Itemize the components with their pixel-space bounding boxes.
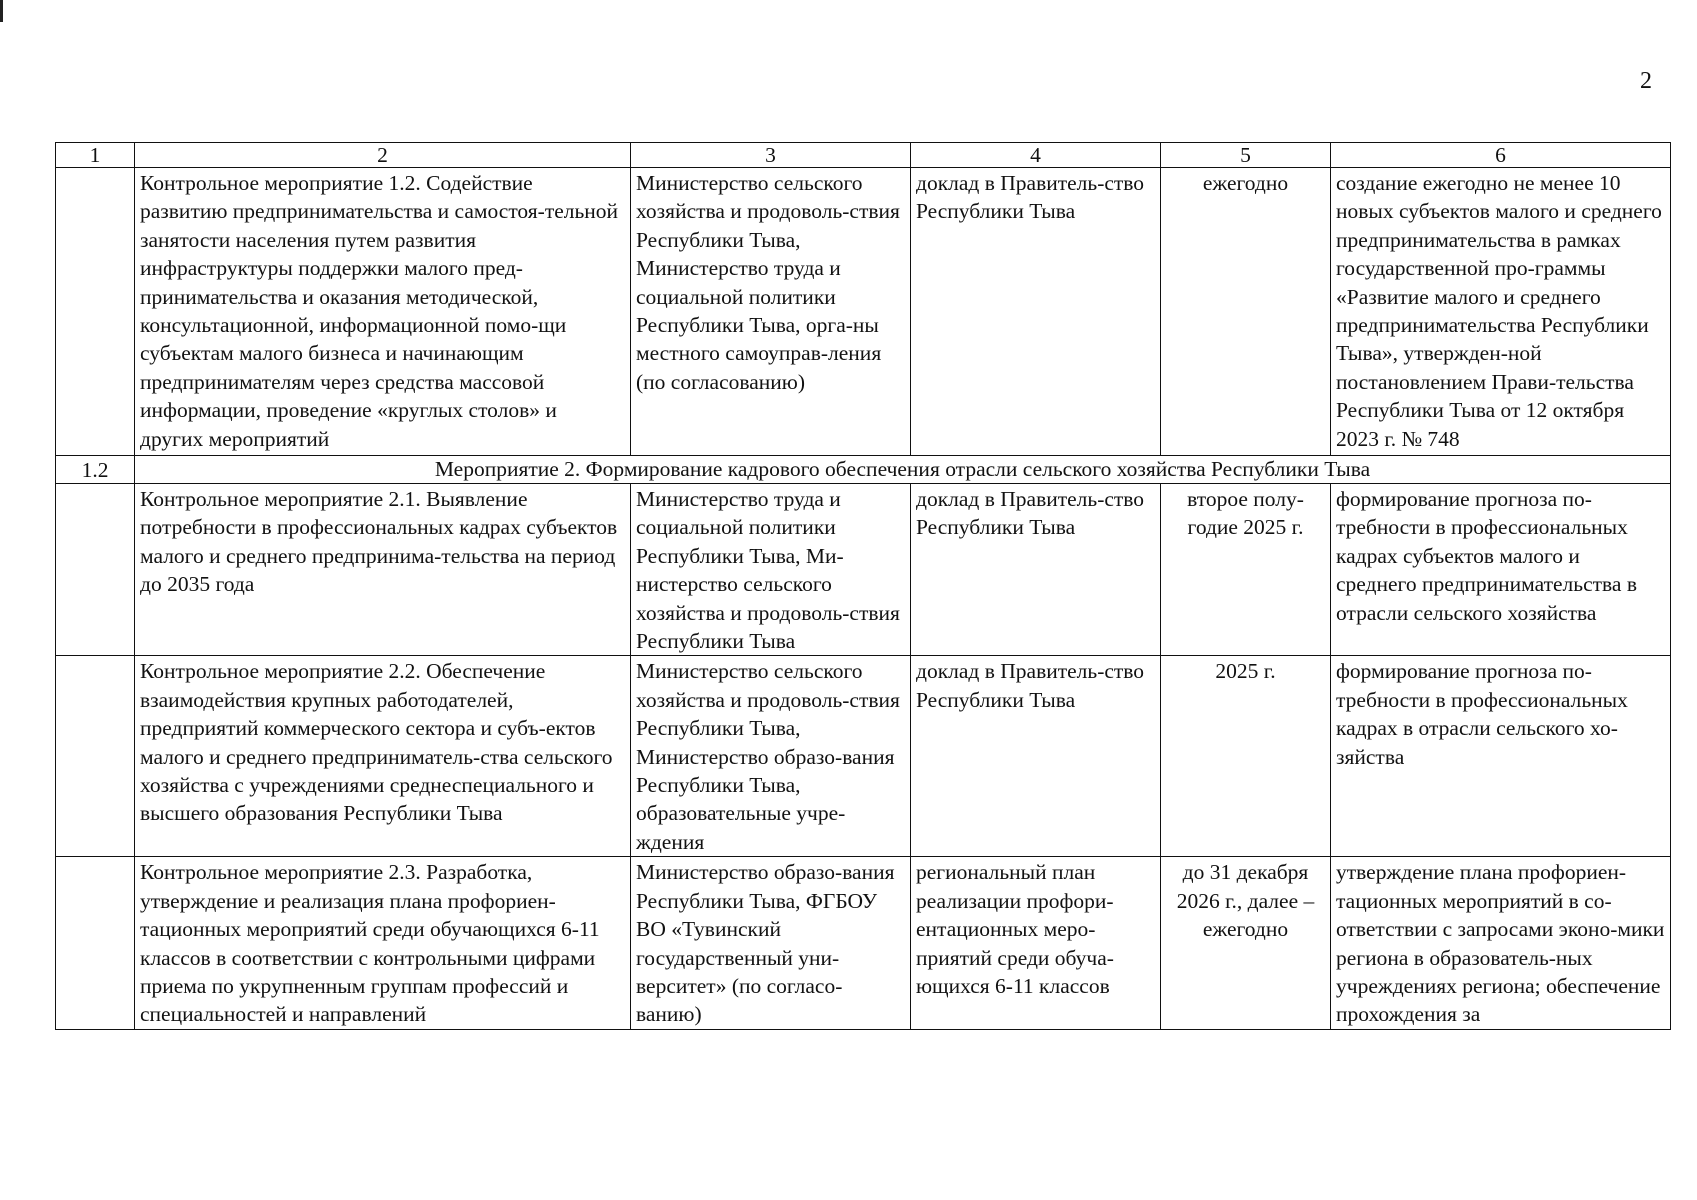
- expected-result-cell: утверждение плана профориен-тационных мероприятий в со-ответствии с запросами эконо-мики региона в образователь-ных учреждениях региона; обеспечение прохождения за: [1331, 857, 1671, 1029]
- expected-result-cell: создание ежегодно не менее 10 новых субъектов малого и среднего предпринимательства в рамках государственной про-граммы «Развитие малого и среднего предпринимательства Республики Тыва», утвержден-ной постановлением Прави-тельства Республики Тыва от 12 октября 2023 г. № 748: [1331, 168, 1671, 456]
- executors-cell: Министерство образо-вания Республики Тыва, ФГБОУ ВО «Тувинский государственный уни-верситет» (по согласо-ванию): [631, 857, 911, 1029]
- measure-cell: Контрольное мероприятие 2.3. Разработка, утверждение и реализация плана профориен-тационных мероприятий среди обучающихся 6-11 классов в соответствии с контрольными цифрами приема по укрупненным группам профессий и специальностей и направлений: [135, 857, 631, 1029]
- executors-cell: Министерство труда и социальной политики Республики Тыва, Ми-нистерство сельского хозяйства и продоволь-ствия Республики Тыва: [631, 484, 911, 656]
- expected-result-cell: формирование прогноза по-требности в профессиональных кадрах субъектов малого и среднего предпринимательства в отрасли сельского хозяйства: [1331, 484, 1671, 656]
- scan-edge-mark: [0, 0, 3, 22]
- measure-cell: Контрольное мероприятие 1.2. Содействие развитию предпринимательства и самостоя-тельной занятости населения путем развития инфраструктуры поддержки малого пред-принимательства и оказания методической, консультационной, информационной помо-щи субъектам малого бизнеса и начинающим предпринимателям через средства массовой информации, проведение «круглых столов» и других мероприятий: [135, 168, 631, 456]
- column-number: 1: [56, 143, 135, 168]
- completion-form-cell: доклад в Правитель-ство Республики Тыва: [911, 484, 1161, 656]
- section-number-cell: 1.2: [56, 456, 135, 484]
- page-number: 2: [1640, 68, 1652, 94]
- measures-table: [55, 142, 1671, 1030]
- table-row: [56, 656, 1671, 857]
- deadline-cell: 2025 г.: [1161, 656, 1331, 857]
- table-row: [56, 857, 1671, 1029]
- column-number: 5: [1161, 143, 1331, 168]
- executors-cell: Министерство сельского хозяйства и продоволь-ствия Республики Тыва, Министерство образо-вания Республики Тыва, образовательные учре-ждения: [631, 656, 911, 857]
- row-number-cell: [56, 857, 135, 1029]
- deadline-cell: до 31 декабря 2026 г., далее – ежегодно: [1161, 857, 1331, 1029]
- completion-form-cell: региональный план реализации профори-ентационных меро-приятий среди обуча-ющихся 6-11 классов: [911, 857, 1161, 1029]
- column-number: 4: [911, 143, 1161, 168]
- row-number-cell: [56, 484, 135, 656]
- table-row: [56, 484, 1671, 656]
- column-number: 2: [135, 143, 631, 168]
- column-number: 3: [631, 143, 911, 168]
- column-number: 6: [1331, 143, 1671, 168]
- section-row: [56, 456, 1671, 484]
- measure-cell: Контрольное мероприятие 2.2. Обеспечение взаимодействия крупных работодателей, предприятий коммерческого сектора и субъ-ектов малого и среднего предприниматель-ства сельского хозяйства с учреждениями среднеспециального и высшего образования Республики Тыва: [135, 656, 631, 857]
- executors-cell: Министерство сельского хозяйства и продоволь-ствия Республики Тыва, Министерство труда и социальной политики Республики Тыва, орга-ны местного самоуправ-ления (по согласованию): [631, 168, 911, 456]
- table-row: [56, 168, 1671, 456]
- row-number-cell: [56, 656, 135, 857]
- measure-cell: Контрольное мероприятие 2.1. Выявление потребности в профессиональных кадрах субъектов малого и среднего предпринима-тельства на период до 2035 года: [135, 484, 631, 656]
- section-title-cell: Мероприятие 2. Формирование кадрового обеспечения отрасли сельского хозяйства Республики Тыва: [135, 456, 1671, 484]
- completion-form-cell: доклад в Правитель-ство Республики Тыва: [911, 656, 1161, 857]
- completion-form-cell: доклад в Правитель-ство Республики Тыва: [911, 168, 1161, 456]
- column-number-row: [56, 143, 1671, 168]
- deadline-cell: ежегодно: [1161, 168, 1331, 456]
- row-number-cell: [56, 168, 135, 456]
- deadline-cell: второе полу-годие 2025 г.: [1161, 484, 1331, 656]
- expected-result-cell: формирование прогноза по-требности в профессиональных кадрах в отрасли сельского хо-зяйства: [1331, 656, 1671, 857]
